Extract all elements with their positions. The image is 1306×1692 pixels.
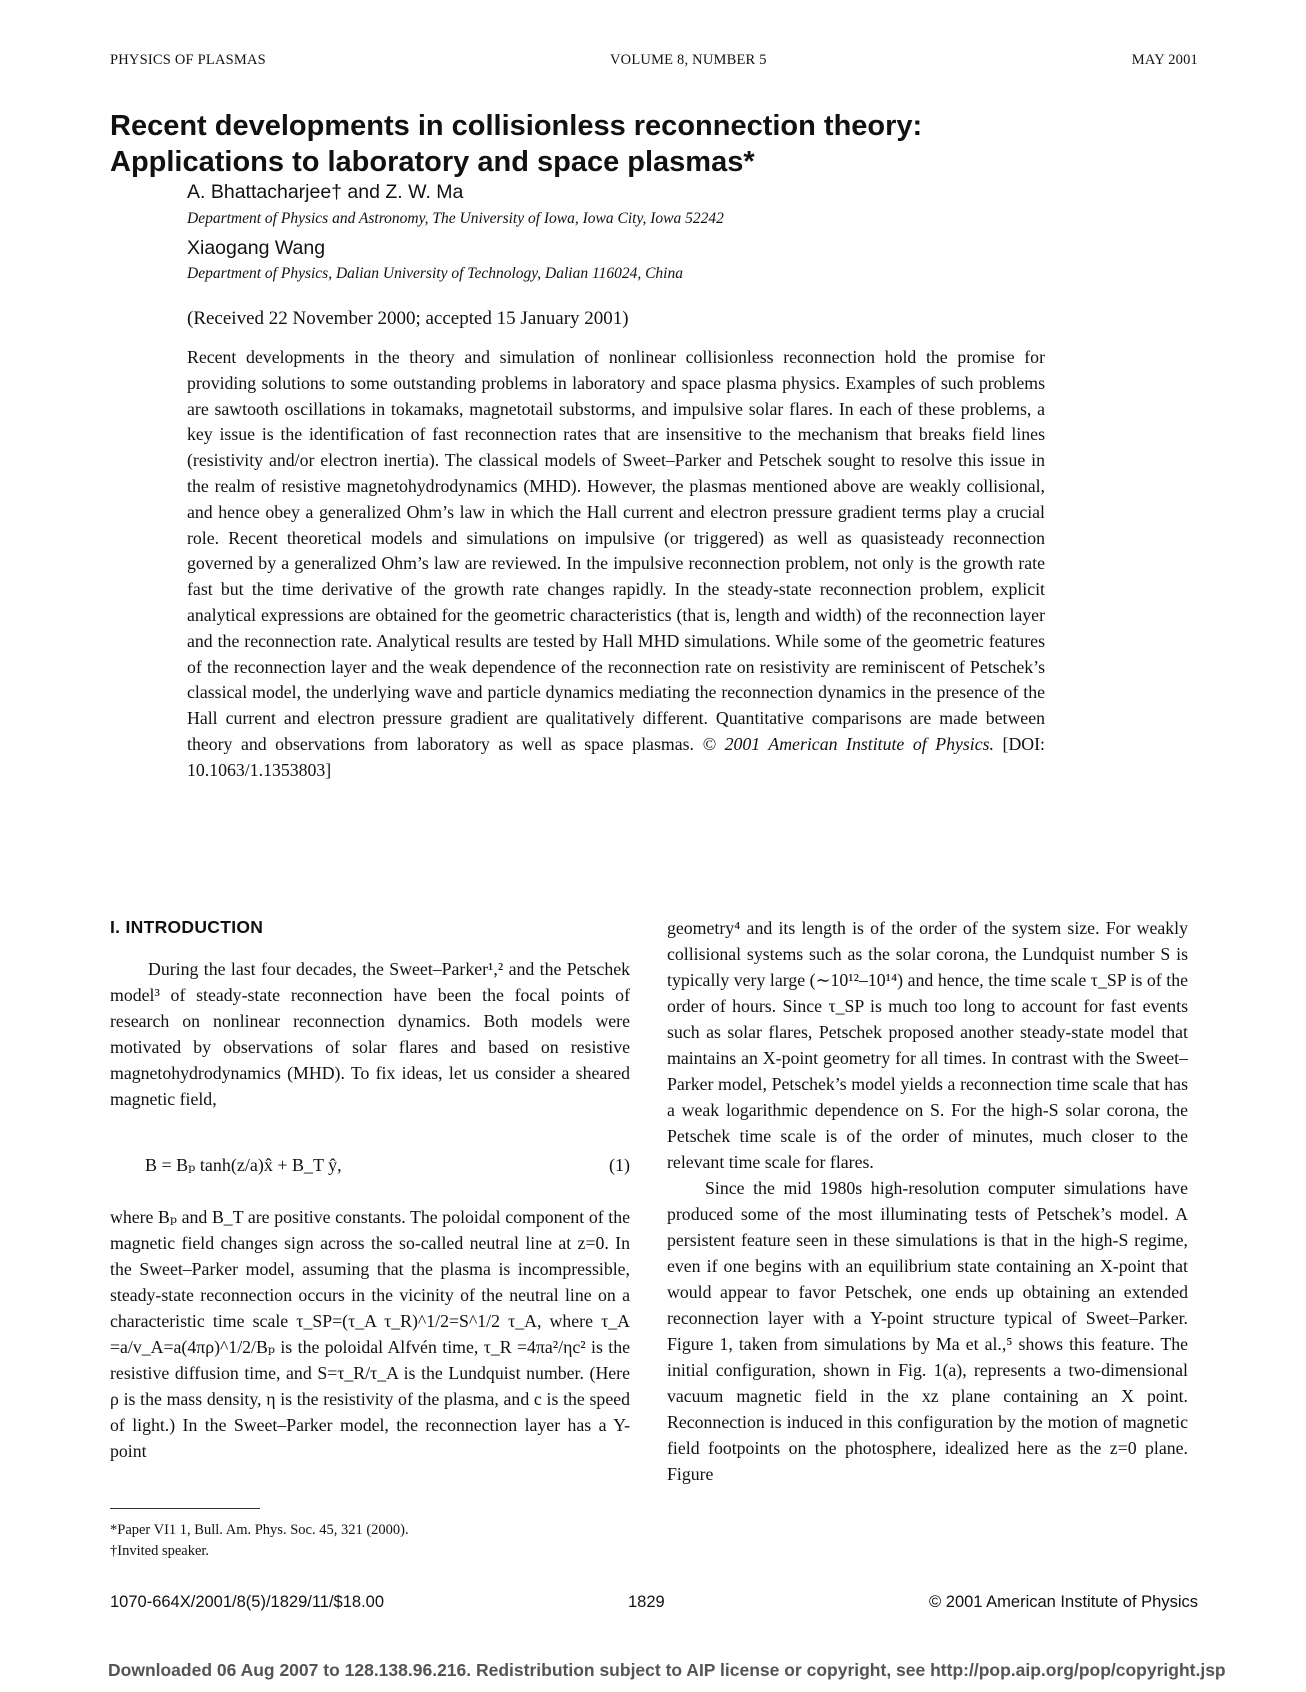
intro-paragraph-1: During the last four decades, the Sweet–Parker¹,² and the Petschek model³ of steady-state reconnection have been the focal points of research on nonlinear reconnection dynamics. Both models were motivated by observations of solar flares and based on resistive magnetohydrodynamics (MHD). To fix ideas, let us consider a sheared magnetic field,	[110, 959, 630, 1109]
footnote-divider	[110, 1508, 260, 1509]
section-heading: I. INTRODUCTION	[110, 917, 264, 937]
footer-copyright: © 2001 American Institute of Physics	[929, 1593, 1198, 1611]
footnote-2: †Invited speaker.	[110, 1543, 210, 1559]
intro-paragraph-3: geometry⁴ and its length is of the order of the system size. For weakly collisional systems such as the solar corona, the Lundquist number S is typically very large (∼10¹²–10¹⁴) and hence, the time scale τ_SP is of the order of hours. Since τ_SP is much too long to account for fast events such as solar flares, Petschek proposed another steady-state model that maintains an X-point geometry for all times. In contrast with the Sweet–Parker model, Petschek’s model yields a reconnection time scale that has a weak logarithmic dependence on S. For the high-S solar corona, the Petschek time scale is of the order of minutes, much closer to the relevant time scale for flares.	[667, 918, 1188, 1172]
paper-title	[110, 108, 1160, 180]
left-column-bottom	[110, 1204, 630, 1464]
intro-paragraph-2: where Bₚ and B_T are positive constants. The poloidal component of the magnetic field changes sign across the so-called neutral line at z=0. In the Sweet–Parker model, assuming that the plasma is incompressible, steady-state reconnection occurs in the vicinity of the neutral line on a characteristic time scale τ_SP=(τ_A τ_R)^1/2=S^1/2 τ_A, where τ_A =a/v_A=a(4πρ)^1/2/Bₚ is the poloidal Alfvén time, τ_R =4πa²/ηc² is the resistive diffusion time, and S=τ_R/τ_A is the Lundquist number. (Here ρ is the mass density, η is the resistivity of the plasma, and c is the speed of light.) In the Sweet–Parker model, the reconnection layer has a Y-point	[110, 1207, 630, 1461]
author-group-2: Xiaogang Wang	[187, 237, 326, 259]
left-column-top	[110, 956, 630, 1112]
abstract	[187, 345, 1045, 784]
abstract-doi: [DOI: 10.1063/1.1353803]	[187, 733, 1045, 780]
abstract-copyright: © 2001 American Institute of Physics.	[702, 733, 994, 754]
footnotes	[110, 1520, 409, 1562]
volume-number: VOLUME 8, NUMBER 5	[610, 52, 767, 68]
journal-name: PHYSICS OF PLASMAS	[110, 52, 266, 68]
download-notice: Downloaded 06 Aug 2007 to 128.138.96.216. Redistribution subject to AIP license or copyright, see http://pop.aip.org/pop/copyright.jsp	[108, 1660, 1226, 1680]
footnote-1: *Paper VI1 1, Bull. Am. Phys. Soc. 45, 321 (2000).	[110, 1522, 409, 1538]
intro-paragraph-4: Since the mid 1980s high-resolution computer simulations have produced some of the most illuminating tests of Petschek’s model. A persistent feature seen in these simulations is that in the high-S regime, even if one begins with an equilibrium state containing an X-point that would appear to favor Petschek, one ends up obtaining an extended reconnection layer with a Y-point structure typical of Sweet–Parker. Figure 1, taken from simulations by Ma et al.,⁵ shows this feature. The initial configuration, shown in Fig. 1(a), represents a two-dimensional vacuum magnetic field in the xz plane containing an X point. Reconnection is induced in this configuration by the motion of magnetic field footpoints on the photosphere, idealized here as the z=0 plane. Figure	[667, 1178, 1188, 1484]
title-line-1: Recent developments in collisionless reconnection theory:	[110, 110, 923, 142]
equation-number: (1)	[609, 1155, 630, 1175]
issue-date: MAY 2001	[1131, 52, 1198, 68]
affiliation-2: Department of Physics, Dalian University of Technology, Dalian 116024, China	[187, 265, 683, 282]
author-group-1: A. Bhattacharjee† and Z. W. Ma	[187, 181, 464, 203]
page-number: 1829	[628, 1593, 665, 1611]
article-code: 1070-664X/2001/8(5)/1829/11/$18.00	[110, 1593, 385, 1611]
abstract-body: Recent developments in the theory and simulation of nonlinear collisionless reconnection hold the promise for providing solutions to some outstanding problems in laboratory and space plasma physics. Examples of such problems are sawtooth oscillations in tokamaks, magnetotail substorms, and impulsive solar flares. In each of these problems, a key issue is the identification of fast reconnection rates that are insensitive to the mechanism that breaks field lines (resistivity and/or electron inertia). The classical models of Sweet–Parker and Petschek sought to resolve this issue in the realm of resistive magnetohydrodynamics (MHD). However, the plasmas mentioned above are weakly collisional, and hence obey a generalized Ohm’s law in which the Hall current and electron pressure gradient terms play a crucial role. Recent theoretical models and simulations on impulsive (or triggered) as well as quasisteady reconnection governed by a generalized Ohm’s law are reviewed. In the impulsive reconnection problem, not only is the growth rate fast but the time derivative of the growth rate changes rapidly. In the steady-state reconnection problem, explicit analytical expressions are obtained for the geometric characteristics (that is, length and width) of the reconnection layer and the reconnection rate. Analytical results are tested by Hall MHD simulations. While some of the geometric features of the reconnection layer and the weak dependence of the reconnection rate on resistivity are reminiscent of Petschek’s classical model, the underlying wave and particle dynamics mediating the reconnection dynamics in the presence of the Hall current and electron pressure gradient are qualitatively different. Quantitative comparisons are made between theory and observations from laboratory as well as space plasmas.	[187, 347, 1045, 754]
right-column	[667, 915, 1188, 1487]
affiliation-1: Department of Physics and Astronomy, The University of Iowa, Iowa City, Iowa 52242	[187, 210, 724, 227]
equation-1	[145, 1155, 630, 1176]
equation-body: B = Bₚ tanh(z/a)x̂ + B_T ŷ,	[145, 1155, 342, 1175]
received-dates: (Received 22 November 2000; accepted 15 January 2001)	[187, 308, 629, 329]
title-line-2: Applications to laboratory and space plasmas*	[110, 146, 755, 178]
